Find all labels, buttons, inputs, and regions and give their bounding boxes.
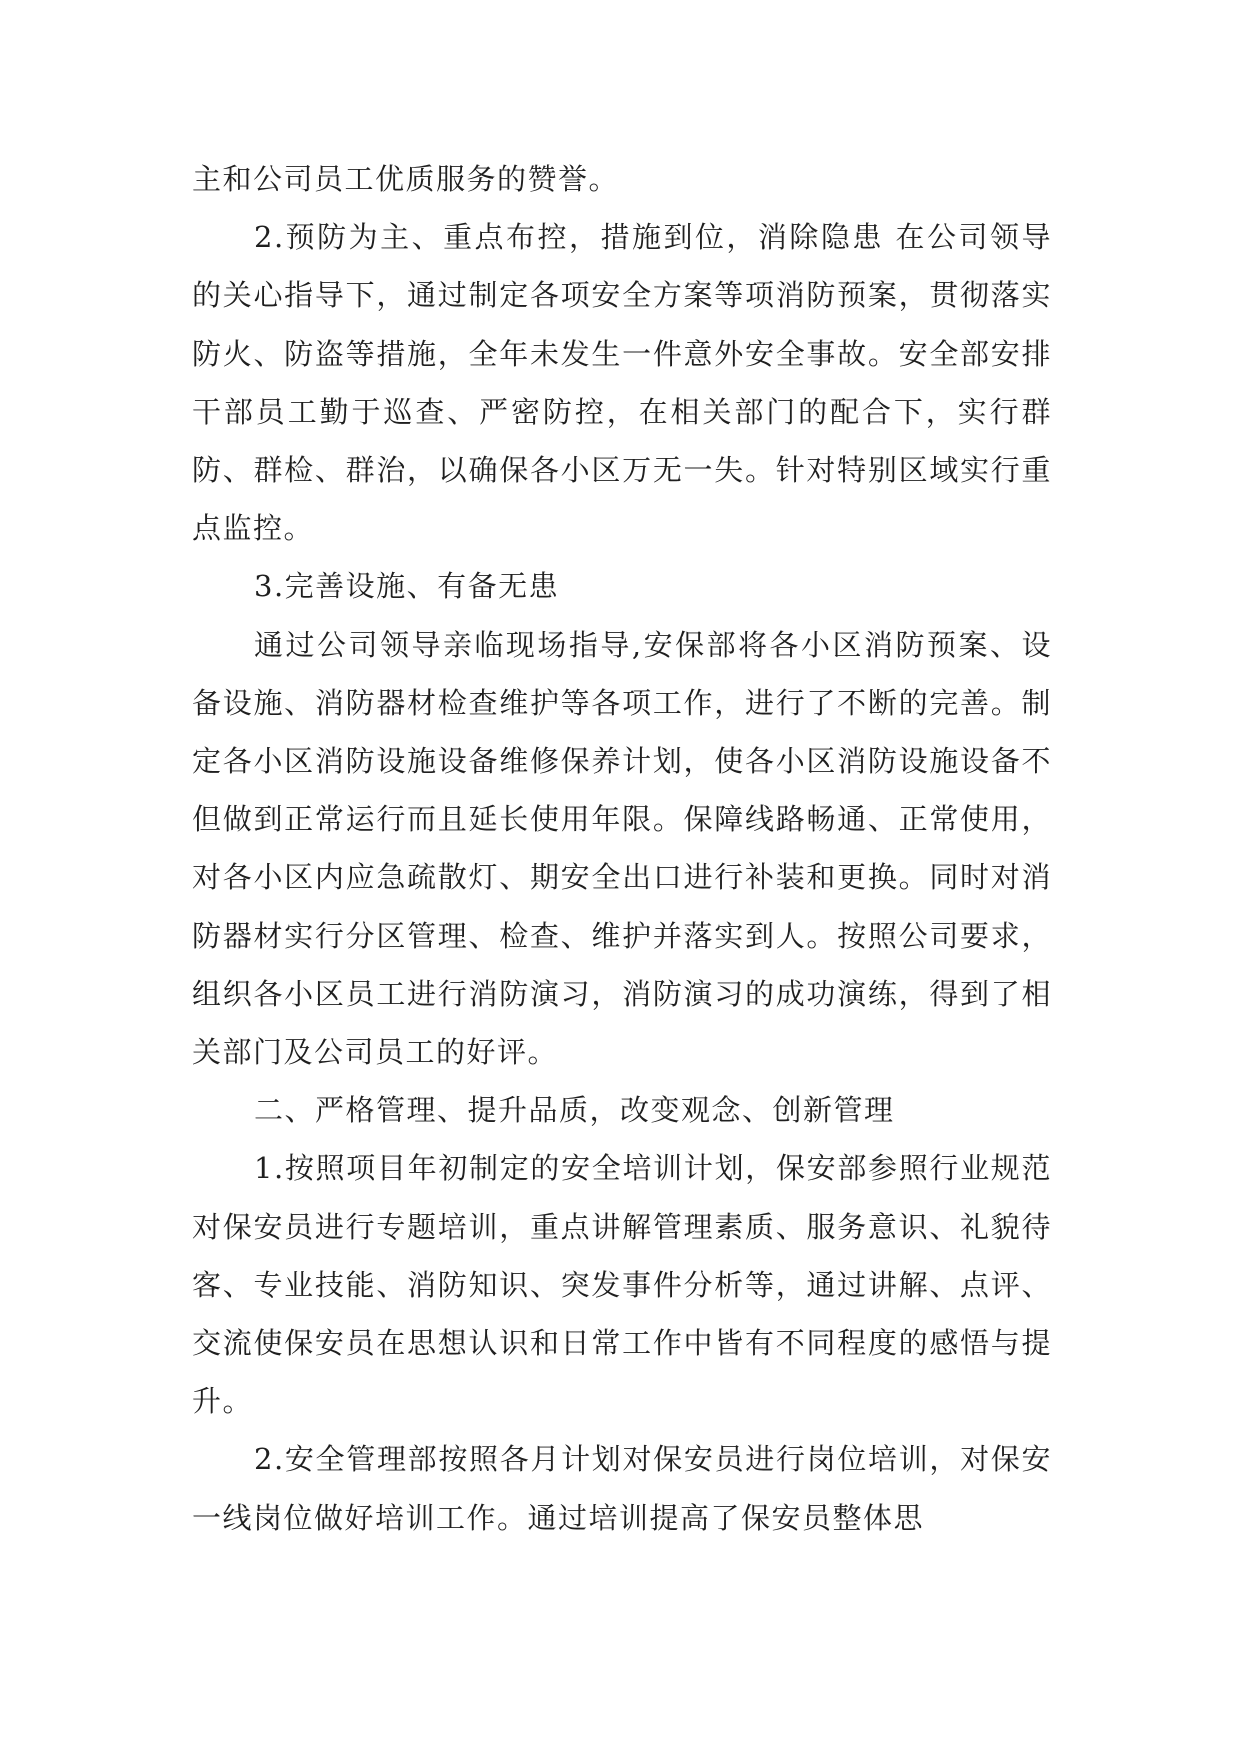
paragraph-7: 2.安全管理部按照各月计划对保安员进行岗位培训，对保安一线岗位做好培训工作。通过培训提高了保安员整体思 [192, 1442, 1052, 1535]
paragraph-6: 1.按照项目年初制定的安全培训计划，保安部参照行业规范对保安员进行专题培训，重点讲解管理素质、服务意识、礼貌待客、专业技能、消防知识、突发事件分析等，通过讲解、点评、交流使保安员在思想认识和日常工作中皆有不同程度的感悟与提升。 [192, 1151, 1052, 1419]
paragraph-4: 通过公司领导亲临现场指导,安保部将各小区消防预案、设备设施、消防器材检查维护等各项工作，进行了不断的完善。制定各小区消防设施设备维修保养计划，使各小区消防设施设备不但做到正常运行而且延长使用年限。保障线路畅通、正常使用，对各小区内应急疏散灯、期安全出口进行补装和更换。同时对消防器材实行分区管理、检查、维护并落实到人。按照公司要求，组织各小区员工进行消防演习，消防演习的成功演练，得到了相关部门及公司员工的好评。 [192, 627, 1052, 1070]
section-heading-2: 二、严格管理、提升品质，改变观念、创新管理 [254, 1093, 895, 1128]
paragraph-2: 2.预防为主、重点布控，措施到位，消除隐患 在公司领导的关心指导下，通过制定各项安全方案等项消防预案，贯彻落实防火、防盗等措施，全年未发生一件意外安全事故。安全部安排干部员工勤于巡查、严密防控，在相关部门的配合下，实行群防、群检、群治，以确保各小区万无一失。针对特别区域实行重点监控。 [192, 220, 1052, 546]
paragraph-3-heading: 3.完善设施、有备无患 [254, 569, 560, 604]
paragraph-1: 主和公司员工优质服务的赞誉。 [192, 162, 620, 196]
document-body [192, 150, 1052, 1547]
